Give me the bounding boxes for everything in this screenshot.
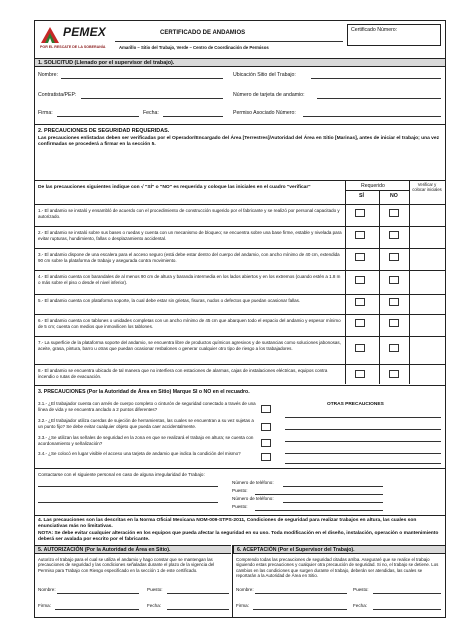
s6-firma-line[interactable] — [253, 609, 347, 610]
item3-si-checkbox[interactable] — [355, 253, 365, 261]
s3-item1-checkbox[interactable] — [261, 405, 271, 413]
s6-fecha-line[interactable] — [373, 609, 441, 610]
s6-nombre-line[interactable] — [255, 593, 347, 594]
precaution-item-7: 7.- La superficie de la plataforma soporte del andamio, se encuentra libre de productos químicos agresivos y de sustancias como soluciones jabonosas, aceite, grasa, pintura, barro u otras que puedan ocasionar resbalones o generar cualquier otro tipo de riesgo a los trabajadores. — [38, 340, 341, 351]
s5-puesto-label: Puesto: — [147, 587, 163, 592]
precautions-table-top — [35, 180, 445, 181]
row-rule — [35, 226, 445, 227]
si-header: SÍ — [359, 193, 364, 199]
item2-si-checkbox[interactable] — [355, 231, 365, 239]
brand-tagline: POR EL RESCATE DE LA SOBERANÍA — [40, 45, 106, 49]
otras-line-4[interactable] — [285, 453, 441, 454]
row-rule — [35, 248, 445, 249]
section3-header: 3. PRECAUCIONES (Por la Autoridad de Área en Sitio) Marque SI o NO en el recuadro. — [38, 389, 250, 395]
row-rule — [35, 294, 445, 295]
otras-line-3[interactable] — [285, 441, 441, 442]
item1-no-checkbox[interactable] — [389, 209, 399, 217]
row-rule — [35, 364, 445, 365]
field-nombre-line[interactable] — [61, 78, 223, 79]
contact-name-line-2[interactable] — [38, 502, 218, 503]
item6-no-checkbox[interactable] — [389, 319, 399, 327]
field-permiso-label: Permiso Asociado Número: — [233, 110, 296, 116]
s5-firma-line[interactable] — [55, 609, 139, 610]
requerido-header: Requerido — [361, 183, 385, 189]
col-divider-verificar — [409, 180, 410, 384]
s3-item3-checkbox[interactable] — [261, 439, 271, 447]
otras-line-2[interactable] — [285, 429, 441, 430]
section2-instruction: De las precauciones siguientes indique con √ "SÍ" o "NO" es requerida y coloque las iniciales en el cuadro "verificar" — [38, 185, 311, 190]
item5-si-checkbox[interactable] — [355, 298, 365, 306]
contact-top-rule — [35, 468, 445, 469]
section6-header — [233, 545, 445, 554]
s5-fecha-label: Fecha: — [147, 603, 162, 608]
field-permiso-line[interactable] — [303, 116, 441, 117]
row-rule — [35, 336, 445, 337]
contact-telefono-line-1[interactable] — [283, 486, 383, 487]
col-divider-si — [345, 180, 346, 384]
row-rule — [35, 204, 445, 205]
section4-text: 4. Las precauciones son las descritas en la Norma Oficial Mexicana NOM-009-STPS-2011, Condiciones de seguridad para realizar trabajos en altura, las cuales son enunciativas más no limitativas. — [38, 518, 417, 530]
item8-si-checkbox[interactable] — [355, 370, 365, 378]
section5-title: 5. AUTORIZACIÓN (Por la Autoridad de Área en Sitio). — [38, 547, 171, 553]
contact-puesto-2: Puesto: — [232, 504, 248, 509]
row-rule — [35, 314, 445, 315]
section56-divider — [232, 545, 233, 618]
pemex-logo — [37, 23, 115, 49]
precaution-item-2: 2.- El andamio se instaló sobre sus bases o ruedas y cuenta con un mecanismo de bloqueo; se encuentra sobre una base firme, estable y nivelada para evitar rupturas, hundimiento, fallas o desplazamiento accidental. — [38, 230, 342, 241]
field-contratista-label: Contratista/PEP: — [38, 92, 77, 98]
precaution-item-6: 6.- El andamio cuenta con tablones o unidades completas con un ancho mínimo de 45 cm que abarquen todo el espacio del andamio y espesor mínimo de 5 cm; cuenta con medios que inmovilicen los tablones. — [38, 318, 341, 329]
section3-top-rule — [35, 385, 445, 386]
contact-puesto-line-2[interactable] — [255, 510, 383, 511]
precaution-item-3: 3.- El andamio dispone de una escalera para el acceso seguro (está debe estar dentro del cuerpo del andamio, con ancho mínimo de 40 cm, extendida 90 cm sobre la plataforma de trabajo y asegurada contra movimiento. — [38, 252, 340, 263]
precaution-item-1: 1.- El andamio se instaló y ensambló de acuerdo con el procedimiento de construcción sugerido por el fabricante y se realizó por personal capacitado y autorizado. — [38, 208, 340, 219]
item7-si-checkbox[interactable] — [355, 344, 365, 352]
cert-number-label: Certificado Número: — [351, 27, 398, 33]
contact-puesto-line-1[interactable] — [255, 494, 383, 495]
contact-puesto-1: Puesto: — [232, 488, 248, 493]
contact-telefono-line-2[interactable] — [283, 502, 383, 503]
field-tarjeta-line[interactable] — [317, 98, 441, 99]
precaution-item-4: 4.- El andamio cuenta con barandales de al menos 90 cm de altura y baranda intermedia en los lados abiertos y en los extremos (cuando estén a 1.8 m o más sobre el piso o desde el nivel inferior). — [38, 274, 341, 285]
otras-line-5[interactable] — [285, 463, 441, 464]
s5-fecha-line[interactable] — [167, 609, 229, 610]
section1-header: 1. SOLICITUD (Llenado por el supervisor del trabajo). — [35, 58, 445, 67]
requerido-rule — [345, 190, 409, 191]
s6-puesto-label: Puesto: — [353, 587, 369, 592]
field-ubicacion-label: Ubicación Sitio del Trabajo: — [233, 72, 296, 78]
field-firma-line[interactable] — [57, 116, 139, 117]
contact-intro: Contactarse con el siguiente personal en caso de alguna irregularidad de Trabajo: — [38, 472, 205, 477]
item6-si-checkbox[interactable] — [355, 319, 365, 327]
s6-fecha-label: Fecha: — [353, 603, 368, 608]
item7-no-checkbox[interactable] — [389, 344, 399, 352]
section4-top-rule — [35, 515, 445, 516]
field-fecha-line[interactable] — [163, 116, 223, 117]
contact-name-line-1[interactable] — [38, 486, 218, 487]
s6-firma-label: Firma: — [236, 603, 250, 608]
item4-si-checkbox[interactable] — [355, 276, 365, 284]
section6-text: Comprendo todas las precauciones de seguridad citadas arriba. Aseguraré que se realice el trabajo siguiendo estas precauciones y cualquier otra precaución de seguridad. Si no, el trabajo se detiene. Los cambios en las condiciones que surgen durante el trabajo, deberán ser atendidas, las cuales se reportarán a la Autoridad de Área en Sitio. — [236, 557, 439, 579]
verificar-header: Verificar y colocar iniciales — [412, 182, 442, 192]
precaution-item-5: 5.- El andamio cuenta con plataforma soporte, la cual debe estar sin grietas, fisuras, nudos o defectos que puedan ocasionar fallas. — [38, 298, 301, 303]
item1-si-checkbox[interactable] — [355, 209, 365, 217]
item2-no-checkbox[interactable] — [389, 231, 399, 239]
section3-item-3: 3.3.- ¿Se utilizan las señales de seguridad en la zona en que se realizará el trabajo en altura; se cuenta con acordonamiento y señalización? — [38, 435, 254, 446]
section4-note: NOTA: Se debe evitar cualquier alteración en los equipos que pueda afectar la seguridad en su uso. Toda modificación en el diseño, instalación, operación o mantenimiento deberá ser avalada por escrito por el fabricante. — [38, 531, 439, 543]
field-tarjeta-label: Número de tarjeta de andamio: — [233, 92, 305, 98]
s3-item4-checkbox[interactable] — [261, 453, 271, 461]
field-firma-label: Firma: — [38, 110, 53, 116]
item5-no-checkbox[interactable] — [389, 298, 399, 306]
brand-name: PEMEX — [63, 25, 107, 39]
section3-item-2: 3.2.- ¿El trabajador utiliza cuerdas de sujeción de herramientas, las cuales se encuentran a su vez sujetas a un punto fijo? Se debe evitar cualquier objeto que pueda caer accidentalmente. — [38, 418, 254, 429]
s5-puesto-line[interactable] — [167, 593, 229, 594]
s5-firma-label: Firma: — [38, 603, 52, 608]
contact-telefono-2: Número de teléfono: — [232, 496, 274, 501]
color-legend: Amarillo – Sitio del Trabajo, Verde – Centro de Coordinación de Permisos — [119, 45, 269, 50]
section2-header: 2. PRECAUCIONES DE SEGURIDAD REQUERIDAS. — [38, 128, 170, 134]
section3-item-1: 3.1.- ¿El trabajador cuenta con arnés de cuerpo completo o cinturón de seguridad conectado a través de una línea de vida y se encuentra anclado a 2 puntos diferentes? — [38, 401, 256, 412]
field-nombre-label: Nombre: — [38, 72, 58, 78]
otras-precauciones-label: OTRAS PRECAUCIONES — [327, 402, 384, 407]
section5-header — [35, 545, 231, 554]
item4-no-checkbox[interactable] — [389, 276, 399, 284]
section2-intro: Las precauciones enlistadas deben ser verificadas por el Operador/Encargado del Área [Terrestres]/Autoridad del Área en Sitio [Marinas], antes de iniciar el trabajo; una vez confirmadas se procederá a firmar en la sección 5. — [38, 136, 440, 148]
s3-item2-checkbox[interactable] — [261, 423, 271, 431]
section6-title: 6. ACEPTACIÓN (Por el Supervisor del Trabajo). — [237, 547, 355, 553]
no-header: NO — [390, 193, 398, 199]
s6-puesto-line[interactable] — [373, 593, 441, 594]
field-ubicacion-line[interactable] — [311, 78, 441, 79]
item3-no-checkbox[interactable] — [389, 253, 399, 261]
field-contratista-line[interactable] — [81, 98, 223, 99]
col-divider-no — [379, 190, 380, 384]
certificate-frame — [34, 20, 446, 618]
otras-line-1[interactable] — [285, 417, 441, 418]
title-underline — [115, 41, 343, 42]
s5-nombre-label: Nombre: — [38, 587, 56, 592]
cert-number-box — [347, 24, 441, 46]
section2-top-rule — [35, 124, 445, 125]
field-fecha-label: Fecha: — [143, 110, 159, 116]
contact-telefono-1: Número de teléfono: — [232, 480, 274, 485]
row-rule — [35, 270, 445, 271]
pemex-eagle-icon — [39, 25, 61, 45]
s6-nombre-label: Nombre: — [236, 587, 254, 592]
item8-no-checkbox[interactable] — [389, 370, 399, 378]
page-title: CERTIFICADO DE ANDAMIOS — [160, 30, 246, 36]
s5-nombre-line[interactable] — [57, 593, 139, 594]
section5-text: Autorizo el trabajo para el cual se utiliza el andamio y hago constar que se mantengan las precauciones de seguridad y las condiciones señaladas durante el plazo de la vigencia del Permiso para Trabajo con Riesgo especificado en la sección 1 de este certificado. — [38, 557, 215, 573]
section3-item-4: 3.4.- ¿Se colocó en lugar visible el acceso una tarjeta de andamio que indica la condición del mismo? — [38, 451, 241, 456]
precaution-item-8: 8.- El andamio se encuentra ubicado de tal manera que no interfiera con estaciones de alarmas, cajas de instalaciones eléctricas, equipos contra incendio o rutas de evacuación. — [38, 368, 328, 379]
